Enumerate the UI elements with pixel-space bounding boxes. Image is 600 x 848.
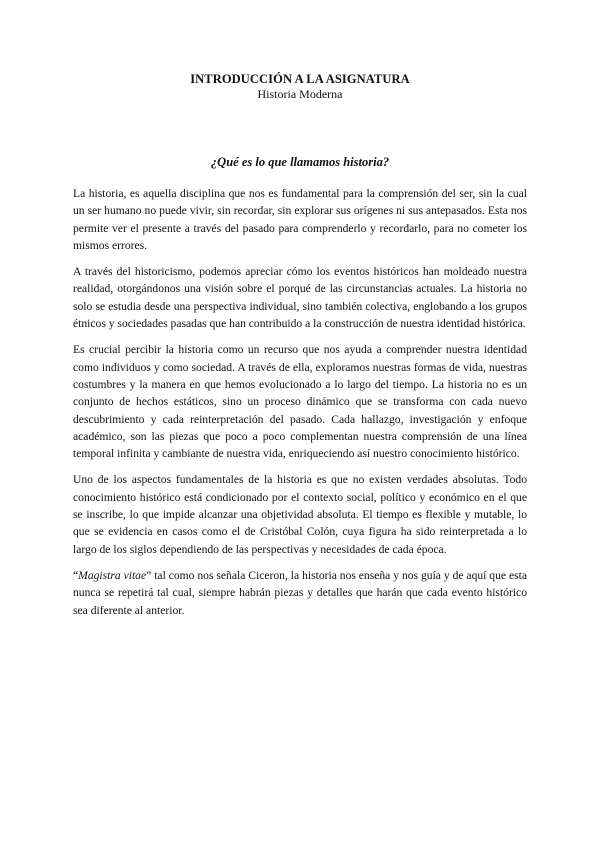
document-title: INTRODUCCIÓN A LA ASIGNATURA <box>190 72 410 86</box>
open-quote: “ <box>73 568 79 582</box>
paragraph-1: La historia, es aquella disciplina que nos es fundamental para la comprensión del ser, sin la cual un ser humano no puede vivir, sin recordar, sin explorar sus orígenes ni sus antepasados. Esta nos permite ver el presente a través del pasado para comprenderlo y recordarlo, para no cometer los mismos errores. <box>73 187 527 252</box>
paragraph-5 <box>73 567 527 619</box>
close-quote: ” <box>146 568 152 582</box>
quoted-term: Magistra vitae <box>78 568 147 582</box>
document-header <box>0 71 600 102</box>
paragraph-3: Es crucial percibir la historia como un recurso que nos ayuda a comprender nuestra identidad como individuos y como sociedad. A través de ella, exploramos nuestras formas de vida, nuestras costumbres y la manera en que hemos evolucionado a lo largo del tiempo. La historia no es un conjunto de hechos estáticos, sino un proceso dinámico que se transforma con cada nuevo descubrimiento y cada reinterpretación del pasado. Cada hallazgo, investigación y enfoque académico, son las piezas que poco a poco complementan nuestra comprensión de una línea temporal infinita y cambiante de nuestra vida, enriqueciendo así nuestro conocimiento histórico. <box>73 343 527 461</box>
document-body <box>73 185 527 628</box>
paragraph-2: A través del historicismo, podemos apreciar cómo los eventos históricos han moldeado nuestra realidad, otorgándonos una visión sobre el porqué de las circunstancias actuales. La historia no solo se estudia desde una perspectiva individual, sino también colectiva, englobando a los grupos étnicos y sociedades pasadas que han contribuido a la construcción de nuestra identidad histórica. <box>73 265 527 331</box>
section-heading: ¿Qué es lo que llamamos historia? <box>210 155 390 169</box>
paragraph-5-text: tal como nos señala Ciceron, la historia nos enseña y nos guía y de aquí que esta nunca se repetirá tal cual, siempre habrán piezas y detalles que harán que cada evento histórico sea diferente al anterior. <box>73 568 527 617</box>
document-subtitle: Historia Moderna <box>257 87 343 101</box>
paragraph-4: Uno de los aspectos fundamentales de la historia es que no existen verdades absolutas. Todo conocimiento histórico está condicionado por el contexto social, político y económico en el que se inscribe, lo que impide alcanzar una objetividad absoluta. El tiempo es flexible y mutable, lo que se evidencia en casos como el de Cristóbal Colón, cuya figura ha sido reinterpretada a lo largo de los siglos dependiendo de las perspectivas y necesidades de cada época. <box>73 473 527 556</box>
